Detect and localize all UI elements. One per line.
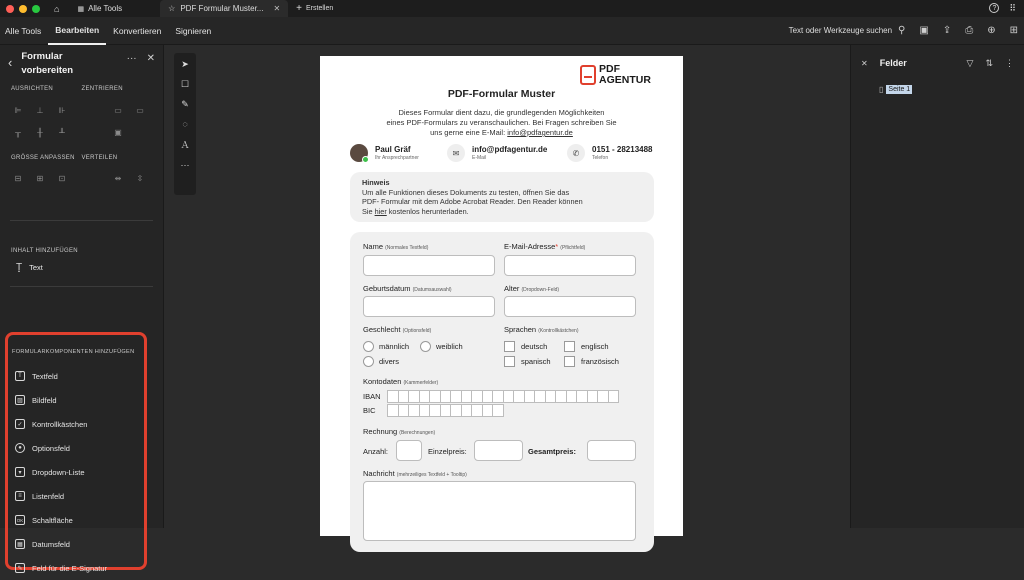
distribute-section-label: VERTEILEN — [81, 155, 118, 161]
age-dropdown[interactable] — [504, 296, 636, 317]
panel-divider — [10, 220, 153, 221]
languages-label — [504, 325, 579, 334]
contact-person — [350, 144, 419, 162]
bic-comb-field[interactable] — [387, 404, 503, 417]
radio-circle — [363, 341, 374, 352]
form-tools-list — [8, 364, 144, 580]
hint-line3-pre: Sie — [362, 206, 373, 216]
dropdown-icon: ▾ — [15, 467, 25, 477]
logo-text — [599, 64, 651, 86]
unit-price-field[interactable] — [474, 440, 523, 461]
spacer — [80, 106, 100, 115]
menu-bar — [0, 17, 1024, 45]
comb-cell[interactable] — [608, 390, 620, 403]
email-label-text: E-Mail-Adresse — [504, 242, 556, 251]
match-both-icon[interactable]: ⊡ — [58, 174, 66, 183]
align-bottom-icon[interactable]: ╨ — [59, 128, 65, 137]
iban-label: IBAN — [363, 392, 381, 401]
hint-box — [350, 172, 654, 222]
intro-line2: eines PDF-Formulars zu veranschaulichen. Bei Fragen schreiben Sie — [386, 118, 617, 127]
floating-toolbar — [174, 53, 196, 195]
document-intro — [340, 108, 663, 138]
panel-title — [21, 50, 73, 78]
new-tab-button[interactable] — [288, 3, 341, 14]
signature-icon: ✎ — [15, 563, 25, 573]
prepare-form-panel — [0, 45, 164, 573]
contact-email-value: info@pdfagentur.de — [472, 145, 548, 154]
fields-panel-title: Felder — [879, 58, 907, 68]
star-icon[interactable]: ☆ — [168, 4, 176, 13]
message-textarea[interactable] — [363, 481, 636, 541]
contact-person-text — [375, 145, 419, 161]
center-horizontal-icon[interactable]: ▭ — [114, 106, 122, 115]
form-components-highlight — [5, 332, 147, 573]
radio-diverse-label: divers — [379, 357, 400, 366]
spacer — [80, 174, 100, 183]
fields-panel-header — [851, 45, 1024, 81]
tool-text-field-label: Textfeld — [32, 371, 58, 381]
invoice-hint: (Berechnungen) — [399, 430, 436, 436]
share-link-icon[interactable]: ⊕ — [987, 25, 996, 36]
birthdate-field[interactable] — [363, 296, 495, 317]
tab-all-tools-label: Alle Tools — [88, 4, 123, 13]
radio-male-label: männlich — [379, 342, 410, 351]
lasso-icon[interactable]: ◌ — [182, 119, 188, 129]
tool-image-field-label: Bildfeld — [32, 395, 57, 405]
account-label — [363, 377, 438, 386]
help-icon[interactable]: ? — [989, 3, 999, 13]
hint-line2: PDF- Formular mit dem Adobe Acrobat Reader. Den Reader können — [362, 197, 583, 206]
total-price-field[interactable] — [587, 440, 636, 461]
home-icon[interactable]: ⌂ — [54, 3, 60, 14]
email-field[interactable] — [504, 255, 636, 276]
checkbox-box — [564, 356, 575, 367]
birthdate-hint: (Datumsauswahl) — [412, 287, 452, 293]
intro-line1: Dieses Formular dient dazu, die grundlegenden Möglichkeiten — [398, 108, 605, 117]
hint-title: Hinweis — [362, 178, 390, 187]
print-icon[interactable]: ⎙ — [965, 25, 974, 36]
save-icon[interactable]: ▣ — [919, 25, 929, 36]
contact-email-label: E-Mail — [472, 155, 487, 161]
fields-panel-tools — [967, 58, 1014, 69]
contact-phone-label: Telefon — [592, 155, 609, 161]
tool-checkbox[interactable] — [8, 412, 144, 436]
contact-phone-text — [592, 145, 653, 161]
tool-signature-field[interactable] — [8, 556, 144, 580]
quantity-field[interactable] — [396, 440, 422, 461]
total-price-label: Gesamtpreis: — [528, 447, 576, 456]
company-logo — [580, 64, 651, 86]
tool-button[interactable] — [8, 508, 144, 532]
more-options-icon[interactable]: ··· — [126, 53, 137, 64]
checkbox-english[interactable] — [564, 341, 609, 352]
more-options-icon[interactable]: ⋮ — [1005, 57, 1014, 68]
image-field-icon: ▨ — [15, 395, 25, 405]
align-right-icon[interactable]: ⊪ — [58, 106, 66, 115]
form-components-label-text: FORMULARKOMPONENTEN HINZUFÜGEN — [12, 349, 135, 355]
required-asterisk: * — [555, 242, 559, 251]
invoice-label — [363, 427, 435, 436]
zoom-window-button[interactable] — [32, 5, 40, 13]
content-section-label-text: INHALT HINZUFÜGEN — [11, 248, 78, 254]
fields-panel — [850, 45, 1024, 528]
size-icons-row — [0, 174, 163, 183]
hint-line1: Um alle Funktionen dieses Dokuments zu testen, öffnen Sie das — [362, 187, 570, 197]
message-label — [363, 469, 467, 478]
contact-role: Ihr Ansprechpartner — [375, 155, 419, 161]
checkbox-german[interactable] — [504, 341, 547, 352]
gender-hint: (Optionsfeld) — [402, 328, 432, 334]
tool-dropdown[interactable] — [8, 460, 144, 484]
tool-date-field[interactable] — [8, 532, 144, 556]
iban-comb-field[interactable] — [387, 390, 618, 403]
email-label — [504, 242, 585, 251]
align-center-h-icon[interactable]: ⊥ — [36, 106, 44, 115]
more-tools-icon[interactable]: ··· — [180, 160, 190, 170]
comb-cell[interactable] — [492, 404, 504, 417]
button-icon: OK — [15, 515, 25, 525]
intro-line3-text: uns gerne eine E-Mail: — [430, 128, 506, 137]
panel-header — [0, 45, 163, 83]
age-label-text: Alter — [504, 284, 520, 293]
distribute-horizontal-icon[interactable]: ⇹ — [114, 174, 122, 183]
radio-circle — [363, 356, 374, 367]
date-field-icon: ▦ — [15, 539, 25, 549]
checkbox-german-label: deutsch — [521, 342, 548, 351]
name-label-text: Name — [363, 242, 384, 251]
contact-email — [447, 144, 547, 162]
add-comment-icon[interactable]: ☐ — [180, 79, 190, 89]
hint-line3 — [362, 207, 642, 217]
align-middle-icon[interactable]: ╫ — [37, 128, 43, 137]
tool-image-field[interactable] — [8, 388, 144, 412]
checkbox-french-label: französisch — [581, 357, 619, 366]
align-left-icon[interactable]: ⊫ — [14, 106, 22, 115]
tool-list-box-label: Listenfeld — [32, 491, 65, 501]
contact-phone — [567, 144, 653, 162]
tree-item-page1[interactable] — [879, 85, 912, 94]
unit-price-label: Einzelpreis: — [428, 447, 467, 456]
name-label — [363, 242, 428, 251]
checkbox-spanish[interactable] — [504, 356, 551, 367]
invoice-label-text: Rechnung — [363, 427, 398, 436]
checkbox-french[interactable] — [564, 356, 619, 367]
distribute-vertical-icon[interactable]: ⇳ — [136, 174, 144, 183]
match-height-icon[interactable]: ⊞ — [36, 174, 44, 183]
age-label — [504, 284, 559, 293]
checkbox-box — [564, 341, 575, 352]
tool-radio-button-label: Optionsfeld — [32, 443, 70, 453]
align-center-labels — [0, 86, 163, 92]
center-vertical-icon[interactable]: ▭ — [136, 106, 144, 115]
document-title: PDF-Formular Muster — [447, 88, 556, 100]
center-both-icon[interactable]: ▣ — [114, 128, 122, 137]
match-width-icon[interactable]: ⊟ — [14, 174, 22, 183]
menu-convert[interactable]: Konvertieren — [113, 25, 162, 36]
view-options-icon[interactable]: ⊞ — [1009, 25, 1018, 36]
contact-phone-value: 0151 - 28213488 — [592, 145, 653, 154]
checkbox-box — [504, 341, 515, 352]
text-add-icon: T̟ — [16, 261, 23, 273]
name-field[interactable] — [363, 255, 495, 276]
new-tab-label: Erstellen — [306, 5, 334, 12]
form-components-label — [8, 335, 144, 358]
panel-title-line2: vorbereiten — [21, 65, 74, 76]
size-distribute-labels — [0, 155, 163, 161]
logo-line1: PDF — [599, 63, 620, 75]
checkbox-spanish-label: spanisch — [521, 357, 551, 366]
email-hint: (Pflichtfeld) — [560, 245, 586, 251]
mail-icon: ✉ — [447, 144, 465, 162]
select-cursor-icon[interactable]: ➤ — [181, 59, 189, 69]
tree-item-page1-label: Seite 1 — [888, 86, 911, 93]
name-hint: (Normales Textfeld) — [385, 245, 429, 251]
grid-icon: ▦ — [77, 5, 85, 13]
radio-female-label: weiblich — [436, 342, 463, 351]
search-tools-label[interactable]: Text oder Werkzeuge suchen — [788, 26, 893, 35]
pen-icon[interactable]: ✎ — [181, 99, 189, 109]
title-bar — [0, 0, 1024, 17]
align-icons-row2 — [0, 128, 163, 137]
menu-sign[interactable]: Signieren — [175, 25, 212, 36]
radio-circle — [420, 341, 431, 352]
account-label-text: Kontodaten — [363, 377, 402, 386]
checkbox-box — [504, 356, 515, 367]
logo-line2: AGENTUR — [599, 74, 651, 86]
radio-male[interactable] — [363, 341, 409, 352]
radio-female[interactable] — [420, 341, 463, 352]
checkbox-english-label: englisch — [581, 342, 609, 351]
tool-dropdown-label: Dropdown-Liste — [32, 467, 85, 477]
menu-right-tools — [789, 25, 1018, 36]
tab-pdf-document-label: PDF Formular Muster... — [180, 4, 264, 13]
pdf-page[interactable] — [320, 56, 683, 536]
message-hint: (mehrzeiliges Textfeld + Tooltip) — [396, 472, 467, 478]
tool-list-box[interactable] — [8, 484, 144, 508]
apps-grid-icon[interactable]: ⠿ — [1009, 3, 1016, 13]
gender-label — [363, 325, 431, 334]
intro-line3 — [340, 128, 663, 138]
close-panel-icon[interactable]: ✕ — [146, 53, 155, 64]
align-section-label: AUSRICHTEN — [11, 86, 54, 92]
panel-divider — [10, 286, 153, 287]
sort-icon[interactable]: ⇅ — [985, 57, 993, 68]
contact-email-text — [472, 145, 547, 161]
close-tab-icon[interactable]: ✕ — [273, 4, 281, 13]
tab-all-tools[interactable] — [69, 0, 130, 17]
message-label-text: Nachricht — [363, 469, 395, 478]
tool-text-field[interactable] — [8, 364, 144, 388]
document-viewport[interactable] — [165, 45, 850, 528]
align-top-icon[interactable]: ╥ — [15, 128, 21, 137]
avatar — [350, 144, 368, 162]
tool-signature-field-label: Feld für die E-Signatur — [32, 563, 108, 573]
radio-button-icon: ● — [15, 443, 25, 453]
intro-email-link[interactable]: info@pdfagentur.de — [507, 128, 573, 137]
upload-icon[interactable]: ⇪ — [942, 25, 952, 36]
text-field-icon: T — [15, 371, 25, 381]
tool-checkbox-label: Kontrollkästchen — [32, 419, 88, 429]
quantity-label: Anzahl: — [363, 447, 389, 456]
contact-name: Paul Gräf — [375, 145, 411, 154]
hint-download-link[interactable]: hier — [374, 206, 387, 216]
form-panel — [350, 232, 654, 552]
gender-label-text: Geschlecht — [363, 325, 401, 334]
size-section-label: GRÖSSE ANPASSEN — [11, 155, 75, 161]
languages-hint: (Kontrollkästchen) — [538, 328, 579, 334]
tab-pdf-document[interactable] — [160, 0, 288, 17]
close-window-button[interactable] — [6, 5, 14, 13]
radio-diverse[interactable] — [363, 356, 399, 367]
menu-all-tools[interactable]: Alle Tools — [5, 25, 42, 36]
add-text-label: Text — [29, 262, 43, 272]
window-controls — [6, 5, 40, 13]
pdf-logo-icon — [580, 65, 596, 85]
phone-icon: ✆ — [567, 144, 585, 162]
list-box-icon: ≡ — [15, 491, 25, 501]
align-icons-row1 — [0, 106, 163, 115]
center-section-label: ZENTRIEREN — [81, 86, 123, 92]
panel-title-line1: Formular — [21, 51, 63, 62]
age-hint: (Dropdown-Feld) — [521, 287, 560, 293]
text-select-icon[interactable]: Ａ — [180, 140, 190, 150]
checkbox-icon: ✓ — [15, 419, 25, 429]
birthdate-label-text: Geburtsdatum — [363, 284, 411, 293]
back-chevron-icon[interactable]: ‹ — [8, 55, 13, 70]
close-icon[interactable]: ✕ — [861, 58, 868, 68]
tool-date-field-label: Datumsfeld — [32, 539, 70, 549]
languages-label-text: Sprachen — [504, 325, 537, 334]
bic-label: BIC — [363, 406, 376, 415]
search-icon[interactable]: ⚲ — [898, 25, 906, 36]
menu-edit[interactable]: Bearbeiten — [48, 17, 106, 45]
titlebar-right-controls — [989, 3, 1016, 14]
spacer — [80, 128, 100, 137]
page-icon: ▯ — [879, 85, 884, 94]
plus-icon: + — [296, 3, 302, 14]
filter-icon[interactable]: ▽ — [966, 57, 974, 68]
minimize-window-button[interactable] — [19, 5, 27, 13]
account-hint: (Kammerfelder) — [403, 380, 439, 386]
hint-line3-post: kostenlos herunterladen. — [388, 206, 469, 216]
add-text-tool[interactable] — [0, 255, 43, 279]
tool-button-label: Schaltfläche — [32, 515, 73, 525]
tool-radio-button[interactable] — [8, 436, 144, 460]
birthdate-label — [363, 284, 452, 293]
